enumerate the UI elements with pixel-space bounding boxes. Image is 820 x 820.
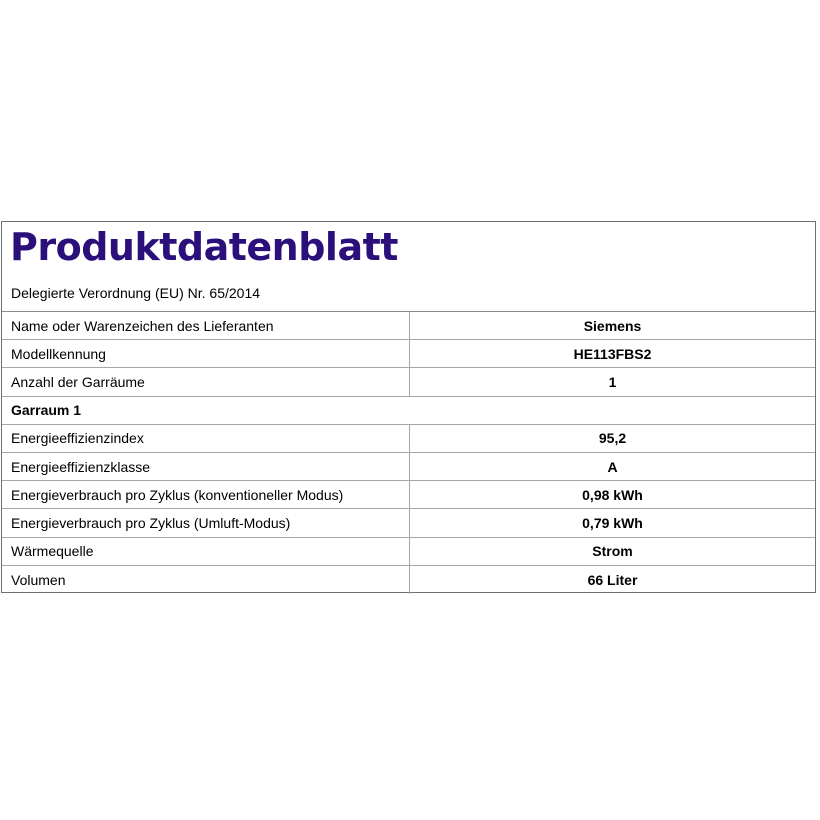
regulation-reference: Delegierte Verordnung (EU) Nr. 65/2014: [11, 285, 261, 301]
row-label: Energieeffizienzklasse: [11, 458, 151, 475]
sheet-header: [2, 222, 815, 312]
table-row-efficiency-class: [2, 453, 815, 481]
row-label: Energieverbrauch pro Zyklus (Umluft-Modus): [11, 514, 291, 531]
row-value: 66 Liter: [409, 566, 815, 594]
sheet-title: Produktdatenblatt: [10, 225, 398, 269]
row-label: Energieeffizienzindex: [11, 430, 144, 447]
table-row-consumption-fan: [2, 509, 815, 537]
row-label: Energieverbrauch pro Zyklus (konventioneller Modus): [11, 486, 344, 503]
table-row-volume: [2, 566, 815, 594]
table-row-cavity-count: [2, 368, 815, 396]
table-row-efficiency-index: [2, 425, 815, 453]
row-value: Siemens: [409, 312, 815, 339]
row-value: HE113FBS2: [409, 340, 815, 367]
table-row-heat-source: [2, 538, 815, 566]
product-data-sheet: [1, 221, 816, 593]
table-row-model: [2, 340, 815, 368]
row-label: Wärmequelle: [11, 543, 94, 560]
row-label: Name oder Warenzeichen des Lieferanten: [11, 317, 274, 334]
row-label: Volumen: [11, 571, 66, 588]
table-section-cavity-1: [2, 397, 815, 425]
table-row-consumption-conventional: [2, 481, 815, 509]
row-value: 1: [409, 368, 815, 395]
row-value: 0,79 kWh: [409, 509, 815, 536]
row-label: Anzahl der Garräume: [11, 373, 145, 390]
row-label: Modellkennung: [11, 345, 106, 362]
row-value: 95,2: [409, 425, 815, 452]
data-table: [2, 312, 815, 594]
table-row-supplier: [2, 312, 815, 340]
row-value: 0,98 kWh: [409, 481, 815, 508]
row-value: Strom: [409, 538, 815, 565]
section-heading: Garraum 1: [11, 402, 82, 419]
row-value: A: [409, 453, 815, 480]
